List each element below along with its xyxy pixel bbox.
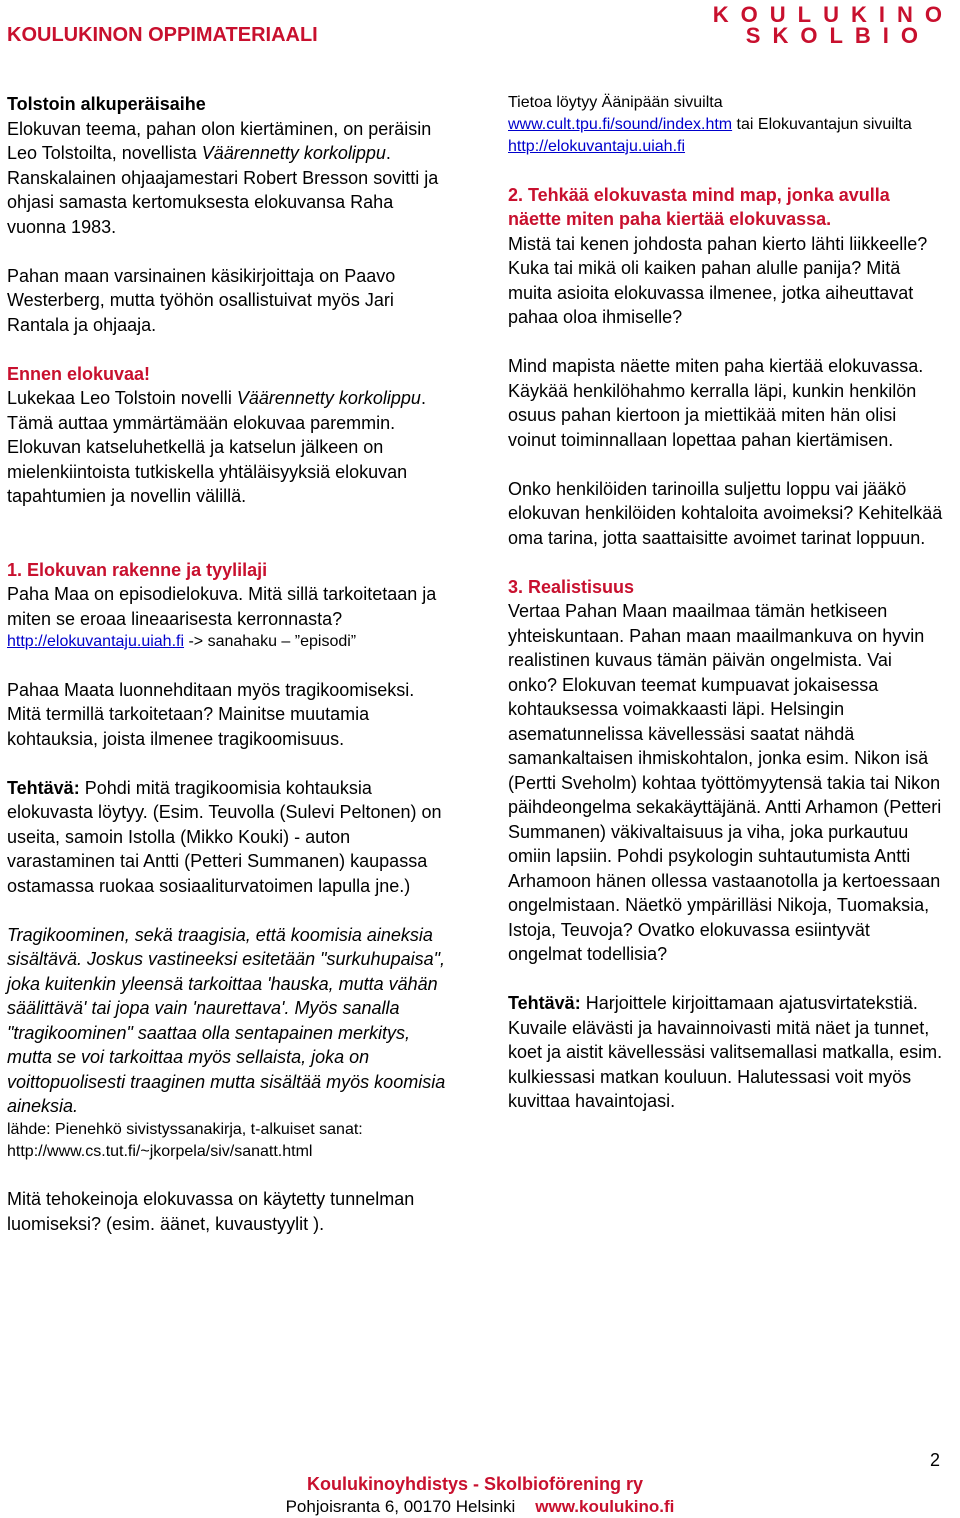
link-line-episodi: http://elokuvantaju.uiah.fi -> sanahaku – ”episodi”	[7, 633, 357, 650]
paragraph-mind-map: Mind mapista näette miten paha kiertää elokuvassa. Käykää henkilöhahmo kerralla läpi, kunkin henkilön osuus pahan kiertoon ja miettikää miten hän olisi voinut toiminnallaan lopettaa pahan kiertämisen.	[508, 356, 924, 450]
quote-source: lähde: Pienehkö sivistyssanakirja, t-alkuiset sanat: http://www.cs.tut.fi/~jkorpela/siv/sanatt.html	[7, 1120, 363, 1160]
info-line: Tietoa löytyy Äänipään sivuilta www.cult.tpu.fi/sound/index.htm tai Elokuvantajun sivuilta http://elokuvantaju.uiah.fi	[508, 94, 912, 155]
paragraph-evil-origin: Mistä tai kenen johdosta pahan kierto lähti liikkeelle? Kuka tai mikä oli kaiken pahan alulle panija? Mitä muita asioita elokuvassa ilmenee, jotka aiheuttavat pahaa oloa ihmiselle?	[508, 233, 928, 327]
quote-tragicomic-definition: Tragikoominen, sekä traagisia, että koomisia aineksia sisältävä. Joskus vastineeksi esitetään "surkuhupaisa", joka kuitenkin yleensä tarkoittaa 'hauska, mutta vähän säälittävä' tai jopa vain 'naurettava'. Myös sanalla "tragikoominen" saattaa olla sentapainen merkitys, mutta se voi tarkoittaa myös sellaista, joka on voittopuolisesti traaginen mutta sisältää myös koomisia aineksia.	[7, 924, 446, 1116]
left-column	[7, 92, 447, 1236]
footer-address-line	[0, 1497, 960, 1517]
task-tragicomic: Tehtävä: Pohdi mitä tragikoomisia kohtauksia elokuvasta löytyy. (Esim. Teuvolla (Sulevi Peltonen) on useita, samoin Istolla (Mikko Kouki) - auton varastaminen tai Antti (Petteri Summanen) kaupassa ostamassa ruokaa sosiaaliturvatoimen lapulla jne.)	[7, 777, 442, 896]
cult-tpu-link[interactable]: www.cult.tpu.fi/sound/index.htm	[508, 116, 733, 133]
logo-line-1: KOULUKINO	[712, 2, 954, 27]
footer-website: www.koulukino.fi	[535, 1497, 675, 1516]
paragraph-episode-film: Paha Maa on episodielokuva. Mitä sillä tarkoitetaan ja miten se eroaa lineaarisesta kerronnasta?	[7, 584, 437, 629]
section-heading-structure: 1. Elokuvan rakenne ja tyylilaji	[7, 559, 268, 580]
paragraph-tolstoi: Elokuvan teema, pahan olon kiertäminen, on peräisin Leo Tolstoilta, novellista Väärennetty korkolippu. Ranskalainen ohjaajamestari Robert Bresson sovitti ja ohjasi samasta kertomuksesta elokuvansa Raha vuonna 1983.	[7, 118, 439, 237]
elokuvantaju-link-2[interactable]: http://elokuvantaju.uiah.fi	[508, 138, 686, 155]
document-header-title: KOULUKINON OPPIMATERIAALI	[7, 24, 318, 46]
paragraph-tragicomic: Pahaa Maata luonnehditaan myös tragikoomiseksi. Mitä termillä tarkoitetaan? Mainitse muutamia kohtauksia, joista ilmenee tragikoomisuus.	[7, 679, 415, 749]
page-number: 2	[929, 1450, 940, 1470]
elokuvantaju-link[interactable]: http://elokuvantaju.uiah.fi	[7, 633, 185, 650]
paragraph-open-ending: Onko henkilöiden tarinoilla suljettu loppu vai jääkö elokuvan henkilöiden kohtaloita avoimeksi? Kehitelkää oma tarina, jotta saattaisitte avoimet tarinat loppuun.	[508, 478, 943, 548]
paragraph-screenwriter: Pahan maan varsinainen käsikirjoittaja on Paavo Westerberg, mutta työhön osallistuivat myös Jari Rantala ja ohjaaja.	[7, 265, 396, 335]
footer-organization: Koulukinoyhdistys - Skolbioförening ry	[306, 1474, 644, 1494]
paragraph-read-novel: Lukekaa Leo Tolstoin novelli Väärennetty korkolippu. Tämä auttaa ymmärtämään elokuvaa paremmin. Elokuvan katseluhetkellä ja katselun jälkeen on mielenkiintoista tutkiskella yhtäläisyyksiä elokuvan tapahtumien ja novellin välillä.	[7, 388, 426, 506]
task-writing: Tehtävä: Harjoittele kirjoittamaan ajatusvirtatekstiä. Kuvaile elävästi ja havainnoivasti mitä näet ja tunnet, koet ja aistit kävellessäsi valitsemallasi matkalla, esim. kulkiessasi matkan kouluun. Halutessasi voit myös kuvittaa havaintojasi.	[508, 993, 943, 1111]
right-column	[508, 92, 944, 1114]
section-heading-mind-map: 2. Tehkää elokuvasta mind map, jonka avulla näette miten paha kiertää elokuvassa.	[508, 184, 890, 229]
section-heading-before-film: Ennen elokuvaa!	[7, 363, 151, 384]
paragraph-effects: Mitä tehokeinoja elokuvassa on käytetty tunnelman luomiseksi? (esim. äänet, kuvaustyylit ).	[7, 1189, 415, 1234]
koulukino-logo	[713, 4, 954, 46]
footer-address: Pohjoisranta 6, 00170 Helsinki	[285, 1497, 516, 1516]
section-heading-realism: 3. Realistisuus	[508, 576, 635, 597]
section-heading-tolstoi: Tolstoin alkuperäisaihe	[7, 94, 206, 114]
logo-line-2: SKOLBIO	[745, 23, 931, 48]
paragraph-realism: Vertaa Pahan Maan maailmaa tämän hetkiseen yhteiskuntaan. Pahan maan maailmankuva on hyvin realistinen kuvaus tämän päivän ongelmista. Vai onko? Elokuvan teemat kumpuavat jokaisessa kohtauksessa voimakkaasti läpi. Helsingin asematunnelissa kävellessäsi saatat nähdä samankaltaisen ihmiskohtalon, jonka esim. Nikon isä (Pertti Sveholm) kohtaa työttömyytensä takia tai Nikon päihdeongelma sekakäyttäjänä. Antti Arhamon (Petteri Summanen) väkivaltaisuus ja viha, joka purkautuu omiin lapsiin. Pohdi psykologin suhtautumista Antti Arhamoon hänen ollessa vastaanotolla ja kertoessaan ongelmistaan. Näetkö ympärilläsi Nikoja, Tuomaksia, Istoja, Teuvoja? Ovatko elokuvassa esiintyvät ongelmat todellisia?	[508, 601, 942, 964]
